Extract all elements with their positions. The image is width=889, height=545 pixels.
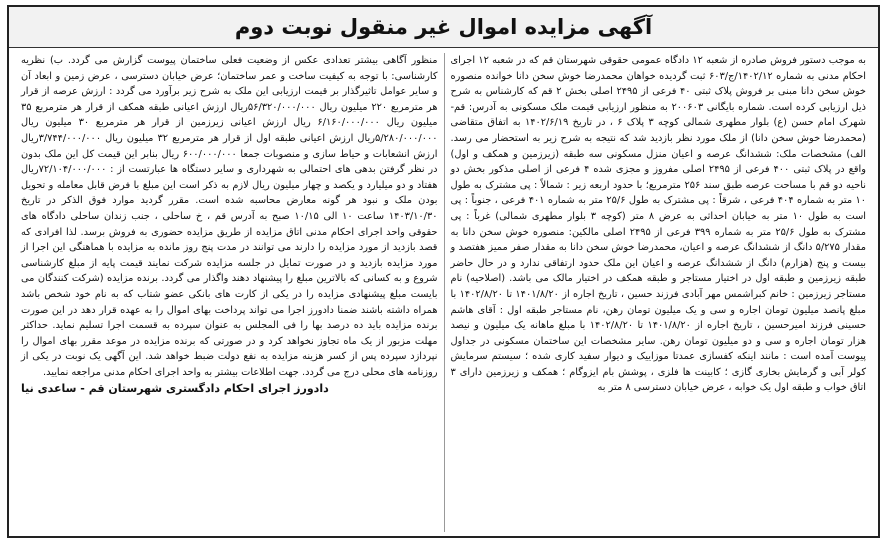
notice-column-right: [444, 53, 873, 532]
notice-signature: دادورز اجرای احکام دادگستری شهرستان قم - ساعدی نیا: [21, 382, 329, 396]
notice-text-right: به موجب دستور فروش صادره از شعبه ۱۲ دادگاه عمومی حقوقی شهرستان قم که در شعبه ۱۲ اجرای احکام مدنی به شماره ۱۴۰۲/۱۲/ج/۶۰۳ ثبت گردیده خواهان محمدرضا خوش سخن دانا خوانده منصوره خوش سخن دانا مبنی بر فروش پلاک ثبتی ۴۰ فرعی از ۲۴۹۵ اصلی بخش ۲ قم که کارشناس به شرح ذیل ارزیابی کرده است. شماره بایگانی ۲۰۰۶۰۳ به منظور ارزیابی قیمت ملک مسکونی به آدرس: قم-شهرک امام حسن (ع) بلوار مطهری شمالی کوچه ۳ پلاک ۶ ، در تاریخ ۱۴۰۲/۶/۱۹ به اتفاق متقاضی (محمدرضا خوش سخن دانا) از ملک مورد نظر بازدید شد که نتیجه به شرح زیر به استحضار می رسد. الف) مشخصات ملک: ششدانگ عرصه و اعیان منزل مسکونی سه طبقه (زیرزمین و همکف و اول) واقع در پلاک ثبتی ۴۰۰ فرعی از ۲۴۹۵ اصلی مفروز و مجزی شده ۴ فرعی از اصلی مذکور بخش دو ناحیه دو قم با مساحت عرصه طبق سند ۲۵۶ مترمربع؛ با حدود اربعه زیر : شمالاً : پی مشترک به طول ۱۰ متر به شماره ۴۰۴ فرعی ، شرقاً : پی مشترک به طول ۲۵/۶ متر به شماره ۴۰۱ فرعی ، جنوباً : پی است به طول ۱۰ متر به خیابان احداثی به عرض ۸ متر (کوچه ۳ بلوار مطهری شمالی) غرباً : پی مشترک به طول ۲۵/۶ متر به شماره ۳۹۹ فرعی از ۲۴۹۵ اصلی مالکین: منصوره خوش سخن دانا به مقدار ۵/۲۷۵ دانگ از ششدانگ عرصه و اعیان، محمدرضا خوش سخن دانا به مقدار صفر ممیز هفتصد و بیست و پنج (هزارم) دانگ از ششدانگ عرصه و اعیان این ملک حدود ارتفاقی ندارد و در حال حاضر طبقه زیرزمین و طبقه اول در اختیار مستاجر و طبقه همکف در اختیار مالک می باشد. (اصلاحیه) نام مستاجر زیرزمین : خانم کبراشمس مهر آبادی فرزند حسین ، تاریخ اجاره از ۱۴۰۱/۸/۲۰ تا ۱۴۰۲/۸/۲۰ با مبلغ پانصد میلیون تومان اجاره و سی و یک میلیون تومان رهن، نام مستاجر طبقه اول : آقای هاشم حسینی فرزند امیرحسین ، تاریخ اجاره از ۱۴۰۱/۸/۲۰ تا ۱۴۰۲/۸/۲۰ با مبلغ ماهانه یک میلیون و نیصد هزار تومان اجاره و سی و دو میلیون تومان رهن. سایر مشخصات این ساختمان مسکونی در جداول پیوست آمده است : مانند اینکه کفسازی عمدتا موزاییک و دیوار سفید کاری شده ؛ سیستم سرمایش کولر آبی و گرمایش بخاری گازی ؛ کابینت ها فلزی ، پوشش بام ایزوگام ؛ همکف و زیرزمین دارای ۳ اتاق خواب و طبقه اول یک خوابه ، عرض خیابان دسترسی ۸ متر به: [450, 55, 867, 394]
notice-text-left: منظور آگاهی بیشتر تعدادی عکس از وضعیت فعلی ساختمان پیوست گزارش می گردد. ب) نظریه کارشناسی: با توجه به کیفیت ساخت و عمر ساختمان؛ عرض خیابان دسترسی ، عرض زمین و ابعاد آن و سایر عوامل تاثیرگذار بر قیمت ارزیابی این ملک به شرح زیر برآورد می گردد : ارزش عرصه از قرار هر مترمربع ۲۲۰ میلیون ریال ۵۶/۳۲۰/۰۰۰/۰۰۰ریال ارزش اعیانی طبقه همکف از قرار هر مترمربع ۳۵ میلیون ریال ۶/۱۶۰/۰۰۰/۰۰۰ ریال ارزش اعیانی زیرزمین از قرار هر مترمربع ۳۰ میلیون ریال ۵/۲۸۰/۰۰۰/۰۰۰ریال ارزش اعیانی طبقه اول از قرار هر مترمربع ۳۲ میلیون ریال ۳/۷۴۴/۰۰۰/۰۰۰ریال ارزش انشعابات و حیاط سازی و منصوبات جمعا ۶۰۰/۰۰۰/۰۰۰ ریال بنابر این قیمت کل این ملک بدون در نظر گرفتن بدهی های احتمالی به شهرداری و سایر دستگاه ها عبارتست از : ۷۲/۱۰۴/۰۰۰/۰۰۰ریال هفتاد و دو میلیارد و یکصد و چهار میلیون ریال لازم به ذکر است این مبلغ با فرض قابل معامله و تحویل بودن ملک و نبود هر گونه معارض محاسبه شده است. مقرر گردید موارد فوق الذکر در تاریخ ۱۴۰۳/۱۰/۳۰ ساعت ۱۰ الی ۱۰/۱۵ صبح به آدرس قم ، خ ساحلی ، جنب زندان ساحلی دادگاه های حقوقی واحد اجرای احکام مدنی اتاق مزایده از طریق مزایده حضوری به فروش برسد. لذا افرادی که قصد بازدید از مورد مزایده را دارند می توانند در مدت پنج روز مانده به مزایده با هماهنگی این اجرا از مورد مزایده بازدید و در صورت تمایل در جلسه مزایده شرکت نمایند قیمت پایه از مبلغ کارشناسی شروع و به کسانی که بالاترین مبلغ را پیشنهاد دهند واگذار می گردد. برنده مزایده (شرکت کنندگان می بایست مبلغ پیشنهادی مزایده را در یکی از کارت های بانکی عضو شتاب که به نام خود شخص باشد همراه داشته باشند ضمنا دادورز اجرا می تواند پرداخت بهای اموال را به عهده قرار دهد در این صورت برنده مزایده باید ده درصد بها را فی المجلس به عنوان سپرده به قسمت اجرا تسلیم نماید. حداکثر مهلت مزبور از یک ماه تجاوز نخواهد کرد و در صورتی که برنده مزایده در موعد مقرر بهای اموال را نپردازد سپرده پس از کسر هزینه مزایده به نفع دولت ضبط خواهد شد. این آگهی یک نوبت در یکی از روزنامه های محلی درج می گردد. جهت اطلاعات بیشتر به واحد اجرای احکام مدنی مراجعه نمایید.: [21, 55, 438, 378]
notice-body: [15, 53, 872, 532]
notice-title: آگهی مزایده اموال غیر منقول نوبت دوم: [9, 7, 878, 48]
auction-notice: [7, 5, 880, 538]
notice-column-left: [15, 53, 444, 532]
